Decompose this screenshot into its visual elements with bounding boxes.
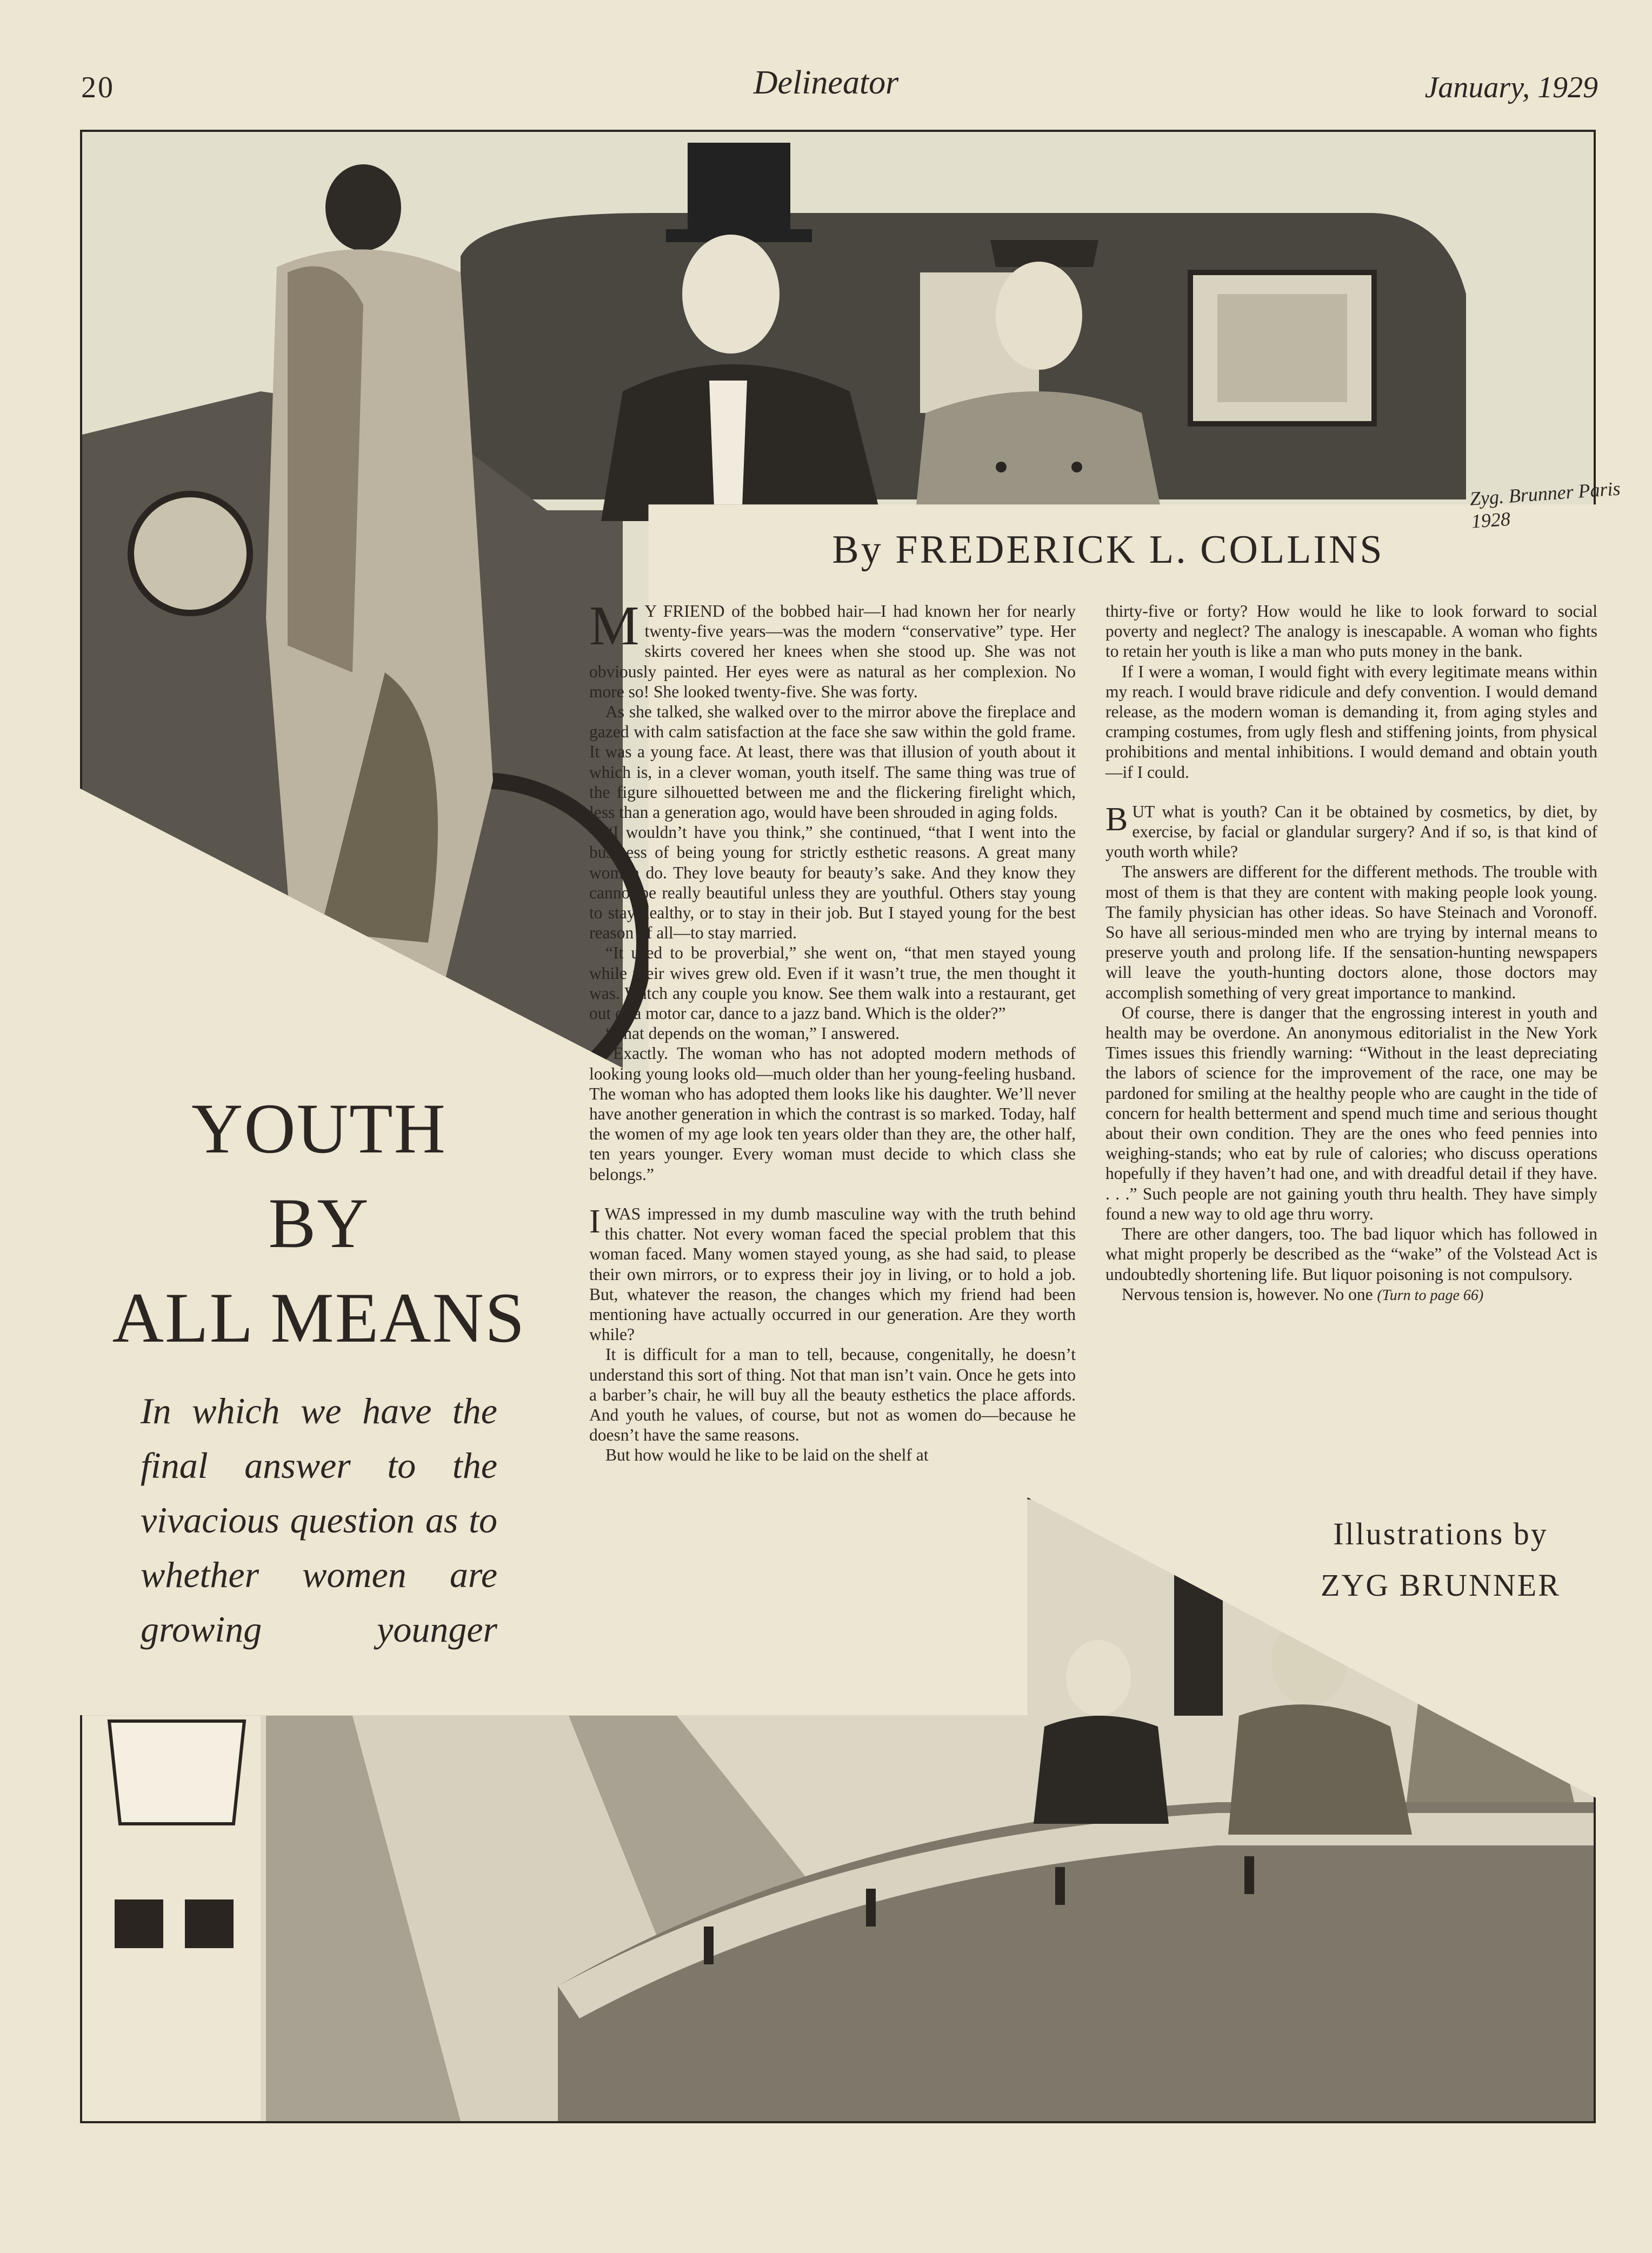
paragraph: As she talked, she walked over to the mirror above the fireplace and gazed with calm satisfaction at the face she saw within the gold frame. It was a young face. At least, there was that illusion of youth about it which is, in a clever woman, youth itself. The same thing was true of the figure silhouetted between me and the flickering firelight which, less than a generation ago, would have been shrouded in aging folds. [589, 702, 1076, 822]
page-number: 20 [81, 71, 115, 104]
drop-cap: B [1105, 801, 1128, 838]
paragraph: thirty-five or forty? How would he like to look forward to social poverty and neglect? The analogy is inescapable. A woman who fights to retain her youth is like a man who puts money in the bank. [1105, 602, 1597, 661]
artist-signature: Zyg. Brunner Paris 1928 [1469, 477, 1621, 532]
paragraph: “It used to be proverbial,” she went on, “that men stayed young while their wives grew old. Even if it wasn’t true, the men thought it was. Watch any couple you know. See them walk into a restaurant, get out of a motor car, dance to a jazz band. Which is the older?” [589, 943, 1076, 1023]
article-column-1 [589, 595, 1076, 1465]
paragraph: If I were a woman, I would fight with every legitimate means within my reach. I would brave ridicule and defy convention. I would demand release, as the modern woman is demanding it, from aging styles and cramping costumes, from ugly flesh and stiffening joints, from physical prohibitions and mental inhibitions. I would demand and obtain youth—if I could. [1105, 662, 1597, 782]
magazine-title: Delineator [753, 64, 899, 101]
title-line-1: YOUTH [191, 1089, 447, 1168]
drop-cap: M [589, 595, 640, 657]
illustration-credit [1281, 1508, 1600, 1611]
article-column-2 [1105, 601, 1597, 1305]
drop-cap: I [589, 1203, 601, 1240]
paragraph: “That depends on the woman,” I answered. [605, 1024, 900, 1043]
credit-line-2: ZYG BRUNNER [1321, 1568, 1561, 1603]
paragraph: Of course, there is danger that the engrossing interest in youth and health may be overdone. An anonymous editorialist in the New York Times issues this friendly warning: “Without in the least depreciating the labors of science for the improvement of the race, one may be pardoned for smiling at the healthy people who are caught in the tide of concern for health betterment and spend much time and serious thought about their own condition. They are the ones who feed pennies into weighing-stands; who eat by rule of calories; who discuss operations hopefully if they haven’t had one, and with dreadful detail if they have. . . .” Such people are not gaining youth thru health. They have simply found a new way to old age thru worry. [1105, 1003, 1597, 1223]
paragraph: Nervous tension is, however. No one (Turn to page 66) [1122, 1284, 1484, 1304]
paragraph: But how would he like to be laid on the shelf at [605, 1445, 929, 1465]
paragraph: “I wouldn’t have you think,” she continued, “that I went into the business of being young for strictly esthetic reasons. A great many women do. They love beauty for beauty’s sake. And they know they cannot be really beautiful unless they are youthful. Others stay young to stay healthy, or to stay in their job. But I stayed young for the best reason of all—to stay married. [589, 823, 1076, 943]
title-line-2: BY [268, 1183, 370, 1263]
continuation-note[interactable]: (Turn to page 66) [1377, 1287, 1484, 1304]
title-line-3: ALL MEANS [112, 1278, 526, 1357]
paragraph: There are other dangers, too. The bad liquor which has followed in what might properly be described as the “wake” of the Volstead Act is undoubtedly shortening life. But liquor poisoning is not compulsory. [1105, 1224, 1597, 1284]
paragraph: The answers are different for the different methods. The trouble with most of them is that they are content with making people look young. The family physician has other ideas. So have Steinach and Voronoff. So have all serious-minded men who are trying by internal means to preserve youth and prolong life. If the sensation-hunting newspapers will leave the youth-hunting doctors alone, those doctors may accomplish something of very great importance to mankind. [1105, 862, 1597, 1002]
issue-date: January, 1929 [1424, 71, 1598, 104]
paragraph: IWAS impressed in my dumb masculine way with the truth behind this chatter. Not every woman faced the special problem that this woman faced. Many women stayed young, as she had said, to please their own mirrors, or to express their joy in living, or to hold a job. But, whatever the reason, the changes which my friend had been mentioning have actually occurred in our generation. Are they worth while? [589, 1203, 1076, 1344]
paragraph: M Y FRIEND of the bobbed hair—I had known her for nearly twenty-five years—was the modern “conservative” type. Her skirts covered her knees when she stood up. She was not obviously painted. Her eyes were as natural as her complexion. No more so! She looked twenty-five. She was forty. [589, 595, 1076, 701]
article-title [86, 1081, 551, 1365]
paragraph: “Exactly. The woman who has not adopted modern methods of looking young looks old—much older than her young-feeling husband. The woman who has adopted them looks like his daughter. We’ll never have another generation in which the contrast is so marked. Today, half the women of my age look ten years older than they are, the other half, ten years younger. Every woman must decide to which class she belongs.” [589, 1044, 1076, 1184]
paragraph: It is difficult for a man to tell, because, congenitally, he doesn’t understand this sort of thing. Not that man isn’t vain. Once he gets into a barber’s chair, he will buy all the beauty esthetics the place affords. And youth he values, of course, but not as women do—because he doesn’t have the same reasons. [589, 1345, 1076, 1445]
paragraph: BUT what is youth? Can it be obtained by cosmetics, by diet, by exercise, by facial or glandular surgery? And if so, is that kind of youth worth while? [1105, 801, 1597, 862]
byline: By FREDERICK L. COLLINS [832, 528, 1384, 572]
credit-line-1: Illustrations by [1333, 1516, 1548, 1551]
article-deck: In which we have the final answer to the vivacious question as to whether women are growing younger [141, 1390, 497, 1650]
